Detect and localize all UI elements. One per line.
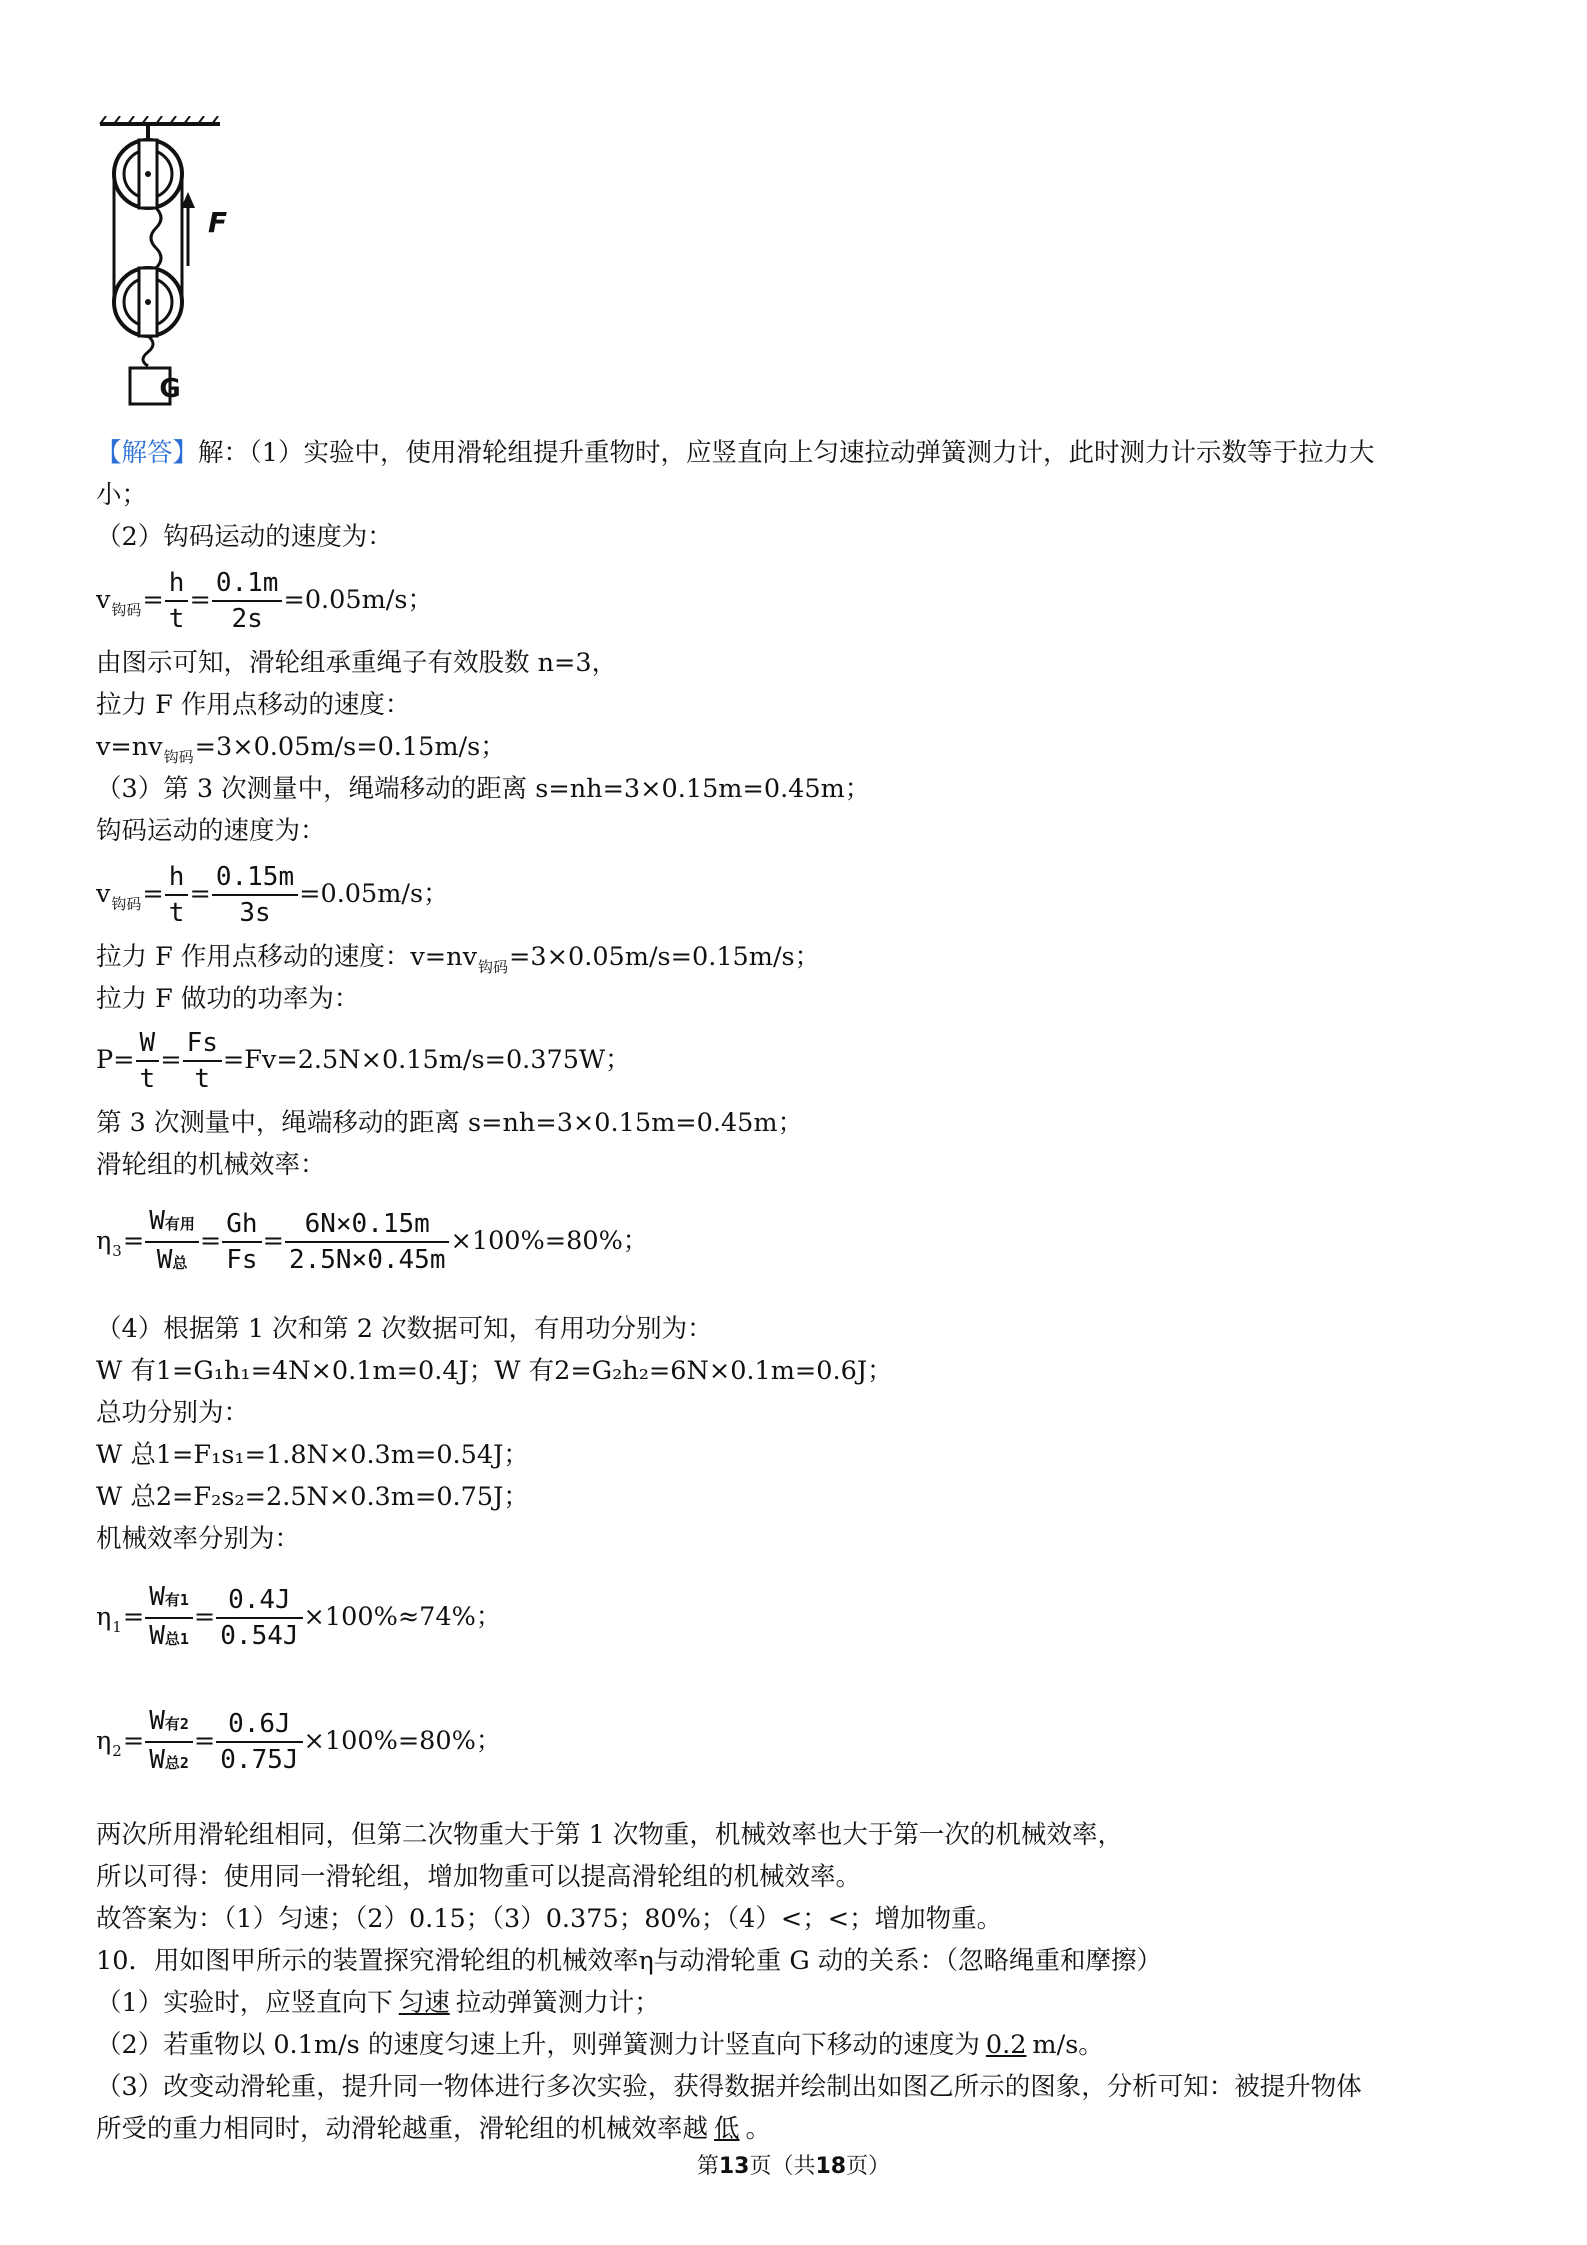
fraction: $\frac{Fs}{t}$ xyxy=(183,1026,222,1096)
answer-line-1: 【解答】解：（1）实验中，使用滑轮组提升重物时，应竖直向上匀速拉动弹簧测力计，此时测力计示数等于拉力大 xyxy=(96,438,1375,468)
answer-line-22: 机械效率分别为： xyxy=(96,1524,301,1554)
formula-v2: $v_{钩码}=$ $\frac{h}{t}$ = $\frac{0.15m}{3s}$ =0.05m/s； xyxy=(96,862,449,928)
answer-summary: 故答案为：（1）匀速；（2）0.15；（3）0.375；80%；（4）<；<；增加物重。 xyxy=(96,1904,1003,1934)
question-10-part-3: （3）改变动滑轮重，提升同一物体进行多次实验，获得数据并绘制出如图乙所示的图象，分析可知：被提升物体 xyxy=(96,2072,1362,2102)
formula-eta3: $\eta_3=$ $\frac{\text{W有用}}{\text{W总}}$ = $\frac{Gh}{Fs}$ = $\frac{6N\times 0.15m}{2.5N\times 0.45m}$ ×100%=80%； xyxy=(96,1204,648,1280)
fraction: $\frac{W}{t}$ xyxy=(136,1026,160,1096)
formula-eta1: $\eta_1=$ $\frac{\text{W有1}}{\text{W总1}}$ = $\frac{0.4J}{0.54J}$ ×100%≈74%； xyxy=(96,1580,501,1656)
fraction: $\frac{\text{W有1}}{\text{W总1}}$ xyxy=(145,1580,193,1656)
answer-line-6: 拉力 F 作用点移动的速度： xyxy=(96,690,411,720)
force-label: F xyxy=(208,206,228,239)
answer-line-5: 由图示可知，滑轮组承重绳子有效股数 n=3， xyxy=(96,648,618,678)
formula-v1: $v_{钩码}=$ $\frac{h}{t}$ = $\frac{0.1m}{2s}$ =0.05m/s； xyxy=(96,568,433,634)
answer-line-9: 钩码运动的速度为： xyxy=(96,816,326,846)
answer-line-15: 滑轮组的机械效率： xyxy=(96,1150,326,1180)
answer-tag: 【解答】 xyxy=(96,438,199,468)
answer-line-12: 拉力 F 做功的功率为： xyxy=(96,984,360,1014)
answer-line-2: 小； xyxy=(96,480,148,510)
answer-blank: 0.2 xyxy=(985,2030,1027,2060)
answer-line-14: 第 3 次测量中，绳端移动的距离 s=nh=3×0.15m=0.45m； xyxy=(96,1108,804,1138)
answer-line-18: W 有1=G₁h₁=4N×0.1m=0.4J；W 有2=G₂h₂=6N×0.1m=0.6J； xyxy=(96,1356,893,1386)
answer-line-19: 总功分别为： xyxy=(96,1398,250,1428)
page-footer: 第13页（共18页） xyxy=(696,2154,891,2179)
answer-line-17: （4）根据第 1 次和第 2 次数据可知，有用功分别为： xyxy=(96,1314,713,1344)
fraction: $\frac{0.15m}{3s}$ xyxy=(212,860,298,930)
formula-power: P= $\frac{W}{t}$ = $\frac{Fs}{t}$ =Fv=2.5N×0.15m/s=0.375W； xyxy=(96,1028,631,1094)
answer-blank: 匀速 xyxy=(398,1988,450,2018)
answer-line-21: W 总2=F₂s₂=2.5N×0.3m=0.75J； xyxy=(96,1482,529,1512)
answer-line-20: W 总1=F₁s₁=1.8N×0.3m=0.54J； xyxy=(96,1440,529,1470)
answer-blank: 低 xyxy=(714,2114,740,2144)
page-number: 13 xyxy=(718,2154,750,2179)
question-10-part-2: （2）若重物以 0.1m/s 的速度匀速上升，则弹簧测力计竖直向下移动的速度为 0.2 m/s。 xyxy=(96,2030,1104,2060)
pulley-diagram xyxy=(96,116,226,416)
fraction: $\frac{0.4J}{0.54J}$ xyxy=(216,1583,302,1653)
page-total: 18 xyxy=(815,2154,847,2179)
fraction: $\frac{Gh}{Fs}$ xyxy=(222,1207,261,1277)
answer-line-8: （3）第 3 次测量中，绳端移动的距离 s=nh=3×0.15m=0.45m； xyxy=(96,774,871,804)
question-10-part-1: （1）实验时，应竖直向下 匀速 拉动弹簧测力计； xyxy=(96,1988,660,2018)
answer-line-3: （2）钩码运动的速度为： xyxy=(96,522,393,552)
weight-label: G xyxy=(159,374,181,404)
fraction: $\frac{6N\times 0.15m}{2.5N\times 0.45m}$ xyxy=(285,1207,450,1277)
formula-eta2: $\eta_2=$ $\frac{\text{W有2}}{\text{W总2}}$ = $\frac{0.6J}{0.75J}$ ×100%=80%； xyxy=(96,1704,501,1780)
answer-line-11: 拉力 F 作用点移动的速度：$v=nv_{钩码}=3\times 0.05m/s=0.15m/s$； xyxy=(96,942,821,976)
fraction: $\frac{h}{t}$ xyxy=(165,566,189,636)
fraction: $\frac{\text{W有2}}{\text{W总2}}$ xyxy=(145,1704,193,1780)
answer-line-7: $v=nv_{钩码}=3\times 0.05m/s=0.15m/s$； xyxy=(96,732,506,766)
fraction: $\frac{0.6J}{0.75J}$ xyxy=(216,1707,302,1777)
fraction: $\frac{h}{t}$ xyxy=(165,860,189,930)
question-10-part-3-cont: 所受的重力相同时，动滑轮越重，滑轮组的机械效率越 低 。 xyxy=(96,2114,772,2144)
fraction: $\frac{0.1m}{2s}$ xyxy=(212,566,283,636)
question-10-stem: 10．用如图甲所示的装置探究滑轮组的机械效率η与动滑轮重 G 动的关系：（忽略绳重和摩擦） xyxy=(96,1946,1163,1976)
fraction: $\frac{\text{W有用}}{\text{W总}}$ xyxy=(145,1204,199,1280)
answer-line-25: 两次所用滑轮组相同，但第二次物重大于第 1 次物重，机械效率也大于第一次的机械效率， xyxy=(96,1820,1123,1850)
answer-line-26: 所以可得：使用同一滑轮组，增加物重可以提高滑轮组的机械效率。 xyxy=(96,1862,862,1892)
